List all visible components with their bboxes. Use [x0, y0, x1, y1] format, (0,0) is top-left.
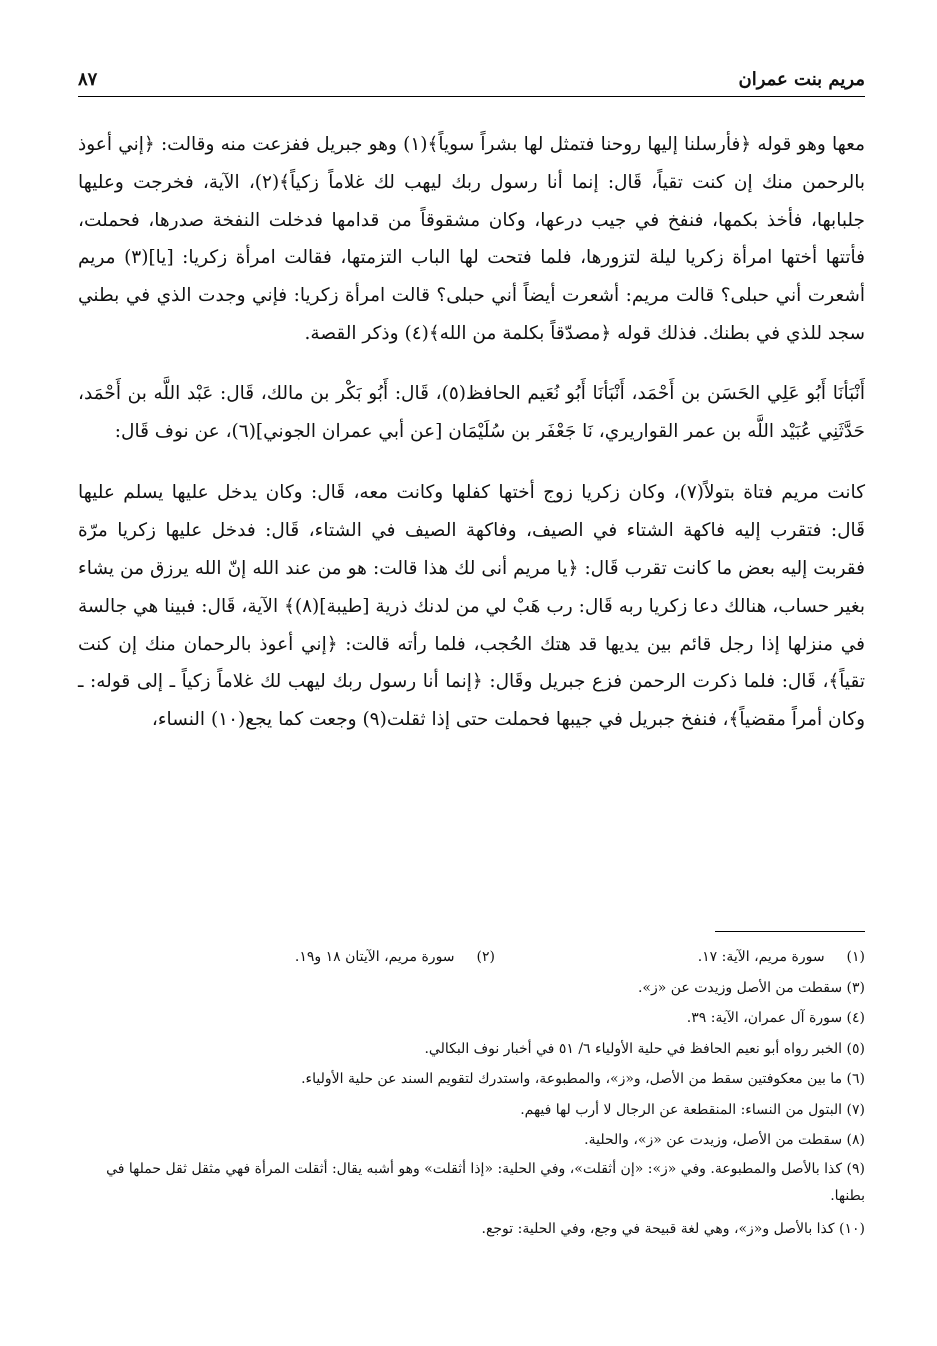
footnote-6 [78, 1064, 865, 1095]
paragraph-3: كانت مريم فتاة بتولاً(٧)، وكان زكريا زوج أختها كفلها وكانت معه، قَال: وكان يدخل عليها يسلم عليها قَال: فتقرب إليه فاكهة الشتاء في الصيف، وفاكهة الصيف في الشتاء، قَال: فدخل عليها زكريا مرّة فقربت إليه بعض ما كانت تقرب قَال: ﴿يا مريم أنى لك هذا قالت: هو من عند الله إنّ الله يرزق من يشاء بغير حساب، هنالك دعا زكريا ربه قَال: رب هَبْ لي من لدنك ذرية [طيبة](٨)﴾ الآية، قَال: فبينا هي جالسة في منزلها إذا رجل قائم بين يديها قد هتك الحُجب، فلما رأته قالت: ﴿إني أعوذ بالرحمان منك إن كنت تقياً﴾، قَال: فلما ذكرت الرحمن فزع جبريل وقَال: ﴿إنما أنا رسول ربك ليهب لك غلاماً زكياً ـ إلى قوله: ـ وكان أمراً مقضياً﴾، فنفخ جبريل في جيبها فحملت حتى إذا ثقلت(٩) وجعت كما يجع(١٠) النساء، [78, 482, 866, 731]
footnote-7 [78, 1095, 865, 1126]
footnote-8 [78, 1125, 865, 1156]
footnote-number: (٢) [476, 949, 495, 965]
footnote-1 [495, 942, 865, 973]
footnote-number: (٤) [846, 1010, 865, 1026]
footnote-9 [78, 1156, 865, 1210]
footnote-text: سقطت من الأصل، وزيدت عن «ز»، والحلية. [584, 1132, 843, 1148]
footnote-number: (٦) [846, 1071, 865, 1087]
footnotes [78, 942, 865, 1244]
footnote-number: (١٠) [839, 1220, 865, 1237]
paragraph-1: معها وهو قوله ﴿فأرسلنا إليها روحنا فتمثل لها بشراً سوياً﴾(١) وهو جبريل ففزعت منه وقالت: ﴿إني أعوذ بالرحمن منك إن كنت تقياً، قَال: إنما أنا رسول ربك ليهب لك غلاماً زكياً﴾(٢)، الآية، فخرجت وعليها جلبابها، فأخذ بكمها، فنفخ في جيب درعها، وكان مشقوقاً من قدامها فدخلت النفخة صدرها، فحملت، فأتتها أختها امرأة زكريا ليلة لتزورها، فلما فتحت لها الباب التزمتها، فقالت امرأة زكريا: [يا](٣) مريم أشعرت أني حبلى؟ قالت مريم: أشعرت أيضاً أني حبلى؟ قالت امرأة زكريا: فإني وجدت الذي في بطني سجد للذي في بطنك. فذلك قوله ﴿مصدّقاً بكلمة من الله﴾(٤) وذكر القصة. [78, 134, 865, 344]
footnote-text: كذا بالأصل و«ز»، وهي لغة قبيحة في وجع، وفي الحلية: توجع. [481, 1220, 835, 1237]
footnote-number: (٣) [846, 979, 865, 996]
footnote-number: (٩) [846, 1160, 865, 1177]
footnote-text: سورة مريم، الآيتان ١٨ و١٩. [294, 949, 455, 965]
footnote-text: سورة مريم، الآية: ١٧. [697, 949, 825, 965]
footnote-number: (٥) [846, 1040, 865, 1057]
footnote-4 [78, 1003, 865, 1034]
page-number: ٨٧ [78, 69, 98, 90]
footnote-3 [78, 973, 865, 1004]
footnote-text: البتول من النساء: المنقطعة عن الرجال لا أرب لها فيهم. [520, 1101, 843, 1118]
footnote-separator [715, 931, 865, 932]
footnote-text: سقطت من الأصل وزيدت عن «ز». [637, 979, 843, 996]
footnote-number: (٨) [846, 1132, 865, 1148]
footnote-2 [295, 942, 495, 973]
footnote-number: (٧) [846, 1101, 865, 1118]
footnote-text: ما بين معكوفتين سقط من الأصل، و«ز»، والمطبوعة، واستدرك لتقويم السند عن حلية الأولياء. [301, 1071, 843, 1087]
main-text [78, 126, 865, 751]
footnote-row [78, 942, 865, 973]
running-header [78, 60, 865, 97]
footnote-text: سورة آل عمران، الآية: ٣٩. [686, 1010, 843, 1026]
footnote-text: الخبر رواه أبو نعيم الحافظ في حلية الأولياء ٦/ ٥١ في أخبار نوف البكالي. [424, 1040, 843, 1057]
footnote-5 [78, 1034, 865, 1065]
chapter-title: مريم بنت عمران [738, 69, 865, 90]
footnote-number: (١) [846, 949, 865, 965]
footnote-text: كذا بالأصل والمطبوعة. وفي «ز»: «إن أثقلت»، وفي الحلية: «إذا أثقلت» وهو أشبه يقال: أثقلت المرأة فهي مثقل ثقل حملها في بطنها. [106, 1160, 865, 1204]
footnote-10 [78, 1214, 865, 1245]
paragraph-2: أَنْبَأنَا أَبُو عَلِي الحَسَن بن أَحْمَد، أَنْبَأنَا أَبُو نُعَيم الحافظ(٥)، قَال: أَبُو بَكْر بن مالك، قَال: عَبْد اللَّه بن أَحْمَد، حَدَّثَنِي عُبَيْد اللَّه بن عمر القواريري، نَا جَعْفَر بن سُلَيْمَان [عن أبي عمران الجوني](٦)، عن نوف قَال: [78, 382, 865, 442]
